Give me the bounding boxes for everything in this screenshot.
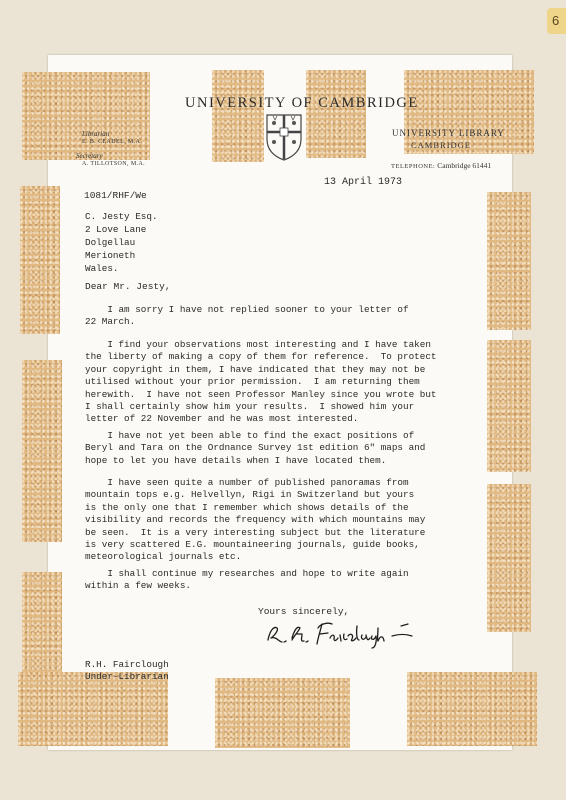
text-line: herewith. I have not seen Professor Manley since you wrote but — [85, 388, 437, 400]
paragraph-2 — [85, 339, 436, 426]
page-tab: 6 — [547, 8, 566, 34]
telephone-line: TELEPHONE: Cambridge 61441 — [391, 161, 492, 170]
letter-date: 13 April 1973 — [324, 177, 403, 188]
text-line: hope to let you have details when I have located them. — [85, 454, 387, 466]
text-line: is very scattered E.G. mountaineering journals, guide books, — [85, 539, 420, 551]
signer-title: Under-Librarian — [85, 671, 169, 683]
librarian-name: E. B. CEADEL, M.A. — [82, 139, 143, 145]
text-line: is the only one that I remember which shows details of the — [85, 501, 409, 513]
text-line: utilised without your prior permission. I am returning them — [85, 376, 420, 388]
address-line: C. Jesty Esq. — [85, 211, 158, 222]
library-city: CAMBRIDGE — [411, 140, 472, 150]
tape-strip — [487, 484, 531, 632]
text-line: I have seen quite a number of published panoramas from — [85, 477, 409, 488]
tape-strip — [306, 70, 366, 158]
secretary-name: A. TILLOTSON, M.A. — [82, 161, 146, 167]
paragraph-1 — [85, 304, 409, 329]
tape-strip — [22, 360, 62, 542]
paragraph-5 — [85, 568, 409, 593]
text-line: mountain tops e.g. Helvellyn, Rigi in Switzerland but yours — [85, 489, 415, 501]
text-line: I shall continue my researches and hope to write again — [85, 568, 409, 579]
text-line: meteorological journals etc. — [85, 551, 242, 563]
secretary-title: Secretary — [76, 152, 103, 160]
tape-strip — [487, 192, 531, 330]
text-line: Beryl and Tara on the Ordnance Survey 1st edition 6" maps and — [85, 442, 426, 454]
text-line: I shall certainly show him your results. I showed him your — [85, 401, 415, 413]
paragraph-3 — [85, 430, 425, 467]
tape-strip — [20, 186, 60, 334]
address-line: Merioneth — [85, 250, 136, 261]
text-line: I find your observations most interesting and I have taken — [85, 339, 431, 350]
university-crest-icon — [264, 112, 304, 162]
tape-strip — [487, 340, 531, 472]
text-line: 22 March. — [85, 316, 136, 328]
text-line: visibility and records the frequency with which mountains may — [85, 514, 426, 526]
tape-strip — [212, 70, 264, 162]
text-line: within a few weeks. — [85, 580, 192, 592]
address-line: 2 Love Lane — [85, 224, 147, 235]
text-line: I am sorry I have not replied sooner to your letter of — [85, 304, 409, 315]
text-line: the liberty of making a copy of them for reference. To protect — [85, 351, 437, 363]
recipient-address — [85, 210, 158, 275]
library-name: UNIVERSITY LIBRARY — [392, 128, 505, 138]
librarian-title: Librarian — [82, 130, 110, 138]
signature-text: R. H. Fairclough — [266, 648, 273, 649]
tape-strip — [22, 572, 62, 678]
address-line: Wales. — [85, 263, 119, 274]
university-name: UNIVERSITY OF CAMBRIDGE — [185, 95, 419, 111]
reference-number: 1081/RHF/We — [84, 190, 147, 201]
salutation: Dear Mr. Jesty, — [85, 281, 171, 292]
handwritten-signature — [262, 614, 417, 650]
address-line: Dolgellau — [85, 237, 136, 248]
text-line: be seen. It is a very interesting subject but the literature — [85, 526, 426, 538]
text-line: I have not yet been able to find the exact positions of — [85, 430, 415, 441]
signer-name: R.H. Fairclough — [85, 659, 169, 670]
tape-strip — [407, 672, 537, 746]
text-line: letter of 22 November and he was most interested. — [85, 413, 359, 425]
signature-block — [85, 659, 169, 684]
tape-strip — [22, 72, 150, 160]
tape-strip — [215, 678, 350, 748]
text-line: your copyright in them, I have indicated that they may not be — [85, 363, 426, 375]
paragraph-4 — [85, 477, 425, 564]
closing: Yours sincerely, — [258, 606, 350, 617]
